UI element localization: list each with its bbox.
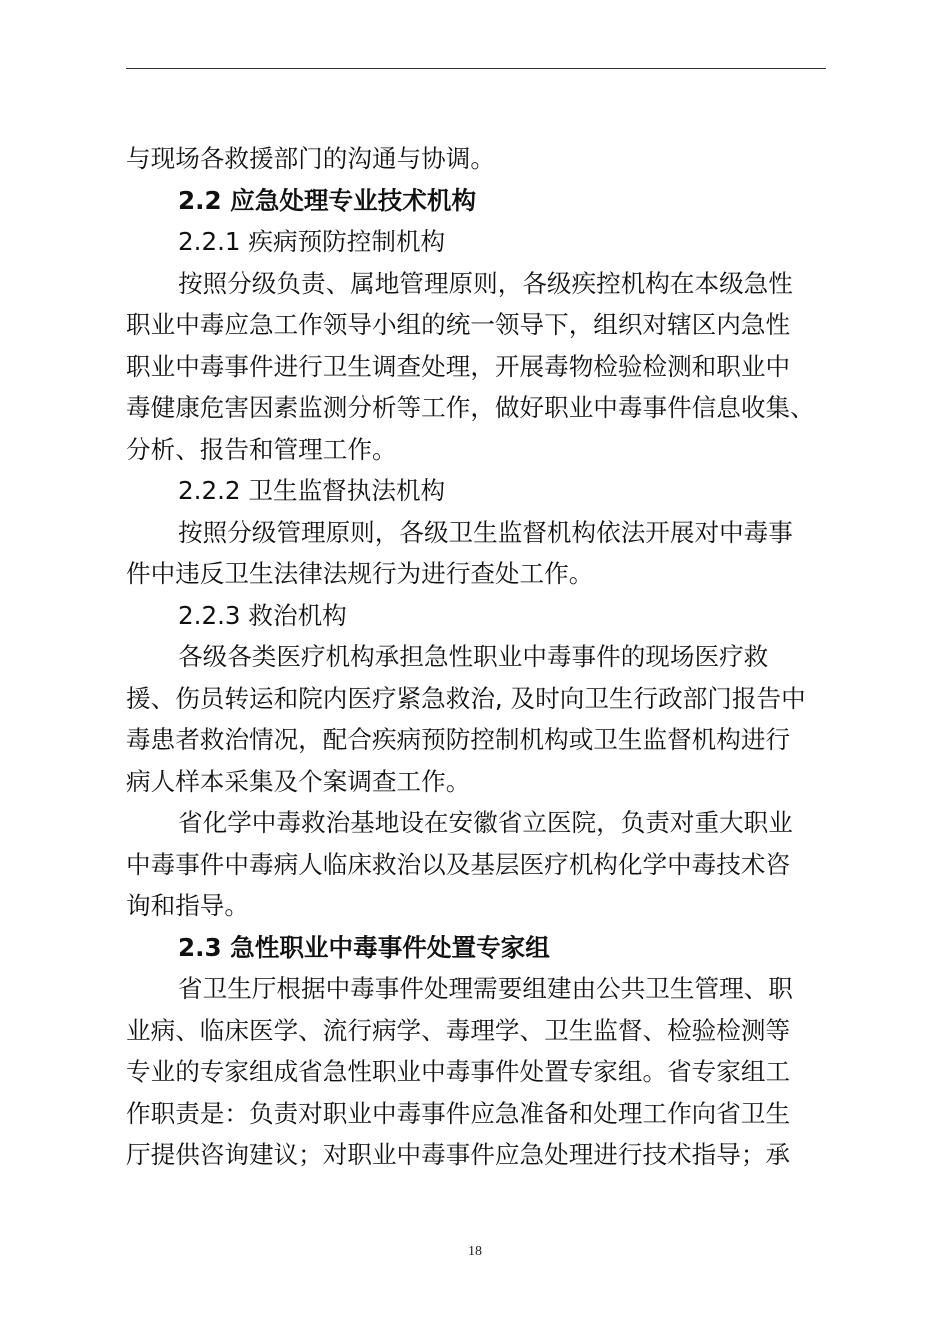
document-body: [126, 138, 826, 1176]
text-line: 2.2.2 卫生监督执法机构: [178, 476, 446, 505]
text-line: 2.2.3 救治机构: [178, 600, 347, 630]
section-heading: 2.3 急性职业中毒事件处置专家组: [178, 932, 550, 962]
text-line: 职业中毒应急工作领导小组的统一领导下，组织对辖区内急性: [126, 310, 791, 339]
text-line: 援、伤员转运和院内医疗紧急救治, 及时向卫生行政部门报告中: [126, 683, 806, 713]
text-line: 与现场各救援部门的沟通与协调。: [126, 144, 495, 173]
text-line: 毒健康危害因素监测分析等工作，做好职业中毒事件信息收集、: [126, 393, 815, 422]
text-line: 职业中毒事件进行卫生调查处理，开展毒物检验检测和职业中: [126, 351, 791, 381]
section-heading: 2.2 应急处理专业技术机构: [178, 185, 477, 215]
text-line: 2.2.1 疾病预防控制机构: [178, 227, 446, 256]
text-line: 中毒事件中毒病人临床救治以及基层医疗机构化学中毒技术咨: [126, 849, 791, 879]
text-line: 省化学中毒救治基地设在安徽省立医院，负责对重大职业: [178, 808, 793, 837]
text-line: 病人样本采集及个案调查工作。: [126, 766, 471, 796]
text-line: 省卫生厅根据中毒事件处理需要组建由公共卫生管理、职: [178, 974, 793, 1003]
text-line: 询和指导。: [126, 891, 249, 920]
text-line: 作职责是：负责对职业中毒事件应急准备和处理工作向省卫生: [126, 1098, 791, 1128]
page-number: 18: [468, 1244, 482, 1259]
text-line: 毒患者救治情况，配合疾病预防控制机构或卫生监督机构进行: [126, 725, 791, 754]
text-line: 件中违反卫生法律法规行为进行查处工作。: [126, 559, 594, 588]
text-line: 分析、报告和管理工作。: [126, 434, 397, 464]
header-rule: [126, 68, 826, 69]
text-line: 按照分级管理原则，各级卫生监督机构依法开展对中毒事: [178, 517, 793, 547]
text-line: 按照分级负责、属地管理原则，各级疾控机构在本级急性: [178, 268, 793, 298]
text-line: 专业的专家组成省急性职业中毒事件处置专家组。省专家组工: [126, 1057, 791, 1086]
text-line: 业病、临床医学、流行病学、毒理学、卫生监督、检验检测等: [126, 1015, 791, 1045]
text-line: 各级各类医疗机构承担急性职业中毒事件的现场医疗救: [178, 642, 769, 671]
text-line: 厅提供咨询建议；对职业中毒事件应急处理进行技术指导；承: [126, 1140, 791, 1169]
